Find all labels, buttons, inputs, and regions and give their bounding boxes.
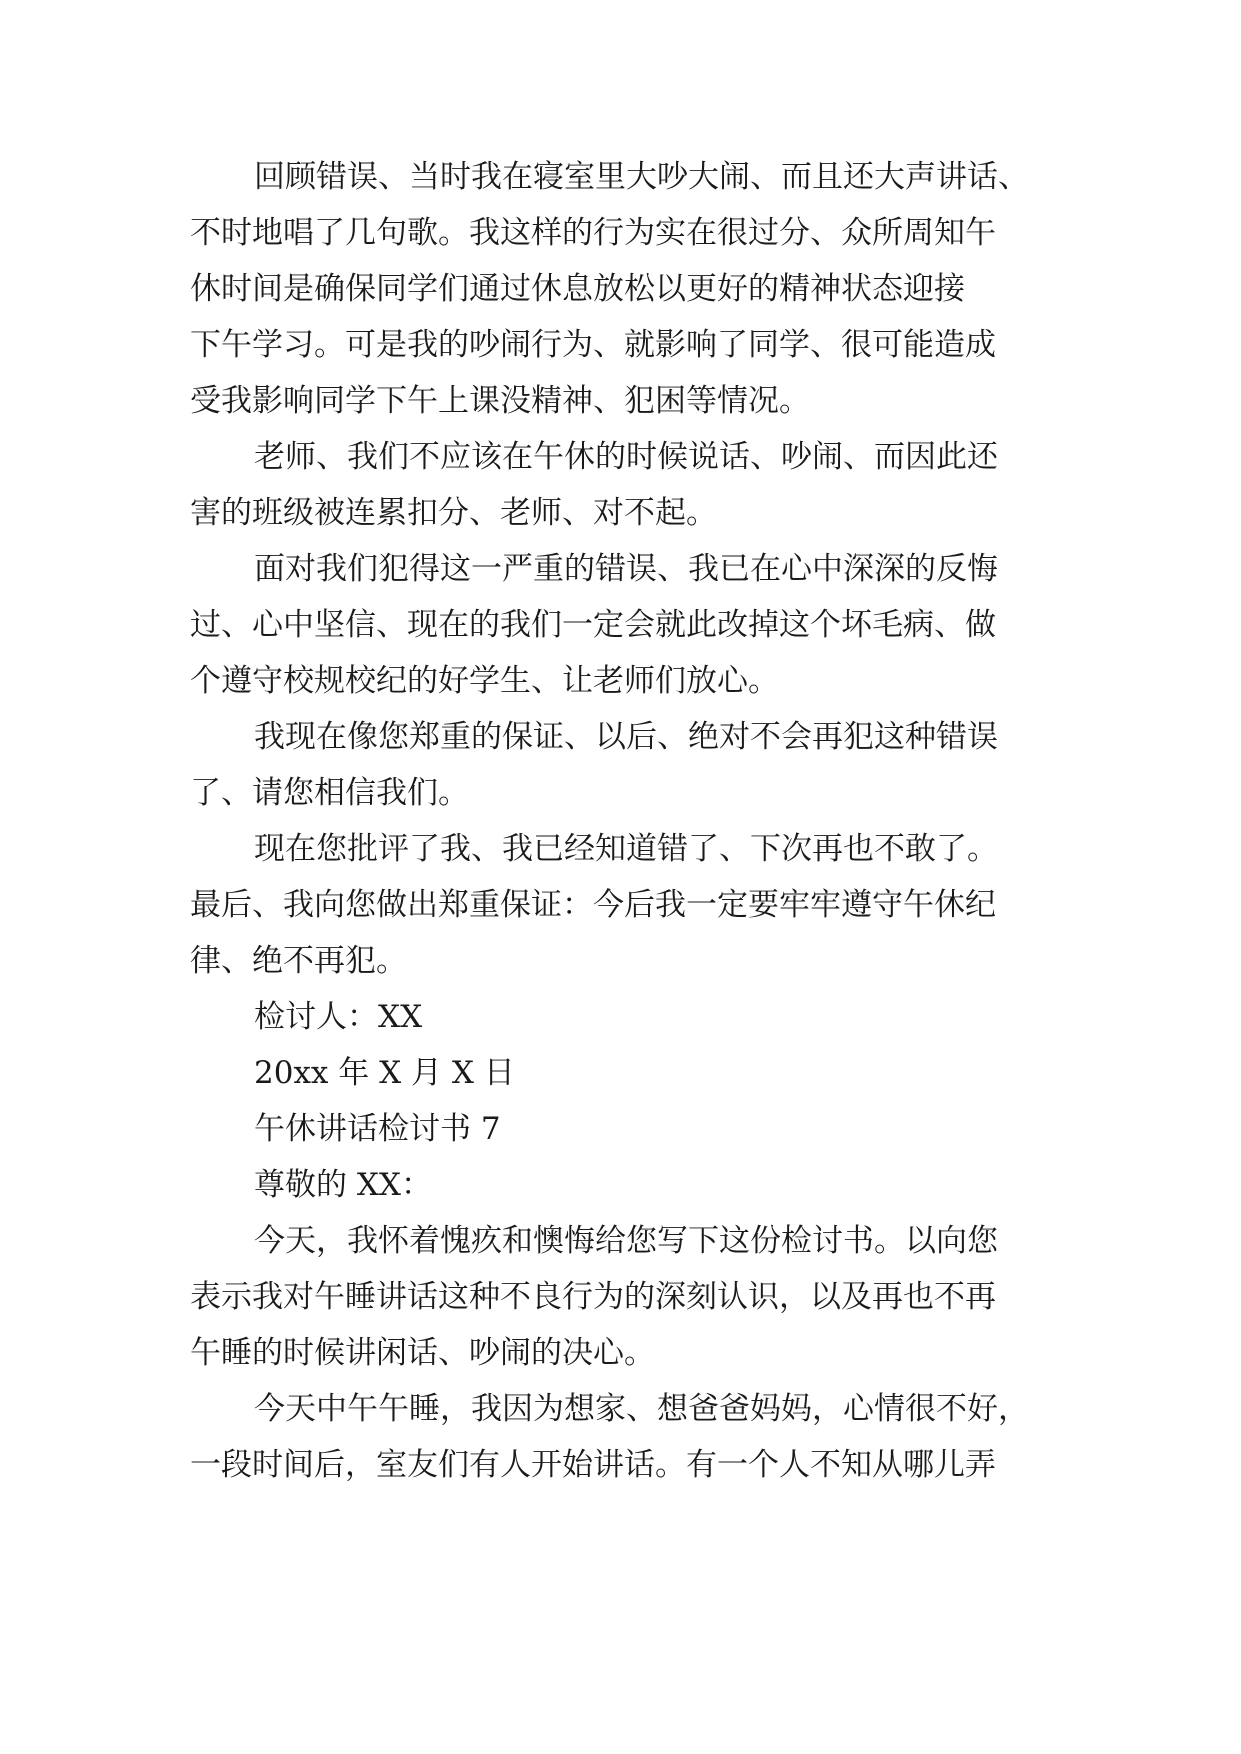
- text-line: 老师、我们不应该在午休的时候说话、吵闹、而因此还: [254, 439, 998, 475]
- text-line: 表示我对午睡讲话这种不良行为的深刻认识，以及再也不再: [190, 1279, 996, 1315]
- signature-line: 检讨人：XX: [254, 999, 423, 1035]
- text-line: 了、请您相信我们。: [190, 775, 469, 811]
- date-line: 20xx 年 X 月 X 日: [254, 1055, 515, 1091]
- text-line: 现在您批评了我、我已经知道错了、下次再也不敢了。: [254, 831, 998, 867]
- salutation: 尊敬的 XX：: [254, 1167, 432, 1203]
- section-title: 午休讲话检讨书 7: [254, 1111, 501, 1147]
- text-line: 过、心中坚信、现在的我们一定会就此改掉这个坏毛病、做: [190, 607, 996, 643]
- text-line: 一段时间后，室友们有人开始讲话。有一个人不知从哪儿弄: [190, 1447, 996, 1483]
- text-line: 休时间是确保同学们通过休息放松以更好的精神状态迎接: [190, 271, 965, 307]
- text-line: 午睡的时候讲闲话、吵闹的决心。: [190, 1335, 655, 1371]
- text-line: 面对我们犯得这一严重的错误、我已在心中深深的反悔: [254, 551, 998, 587]
- text-line: 律、绝不再犯。: [190, 943, 407, 979]
- text-line: 不时地唱了几句歌。我这样的行为实在很过分、众所周知午: [190, 215, 996, 251]
- text-line: 我现在像您郑重的保证、以后、绝对不会再犯这种错误: [254, 719, 998, 755]
- text-line: 下午学习。可是我的吵闹行为、就影响了同学、很可能造成: [190, 327, 996, 363]
- text-line: 受我影响同学下午上课没精神、犯困等情况。: [190, 383, 810, 419]
- text-line: 害的班级被连累扣分、老师、对不起。: [190, 495, 717, 531]
- text-line: 最后、我向您做出郑重保证：今后我一定要牢牢遵守午休纪: [190, 887, 996, 923]
- text-line: 回顾错误、当时我在寝室里大吵大闹、而且还大声讲话、: [254, 159, 1029, 195]
- text-line: 个遵守校规校纪的好学生、让老师们放心。: [190, 663, 779, 699]
- text-line: 今天中午午睡，我因为想家、想爸爸妈妈，心情很不好，: [254, 1391, 1029, 1427]
- text-line: 今天，我怀着愧疚和懊悔给您写下这份检讨书。以向您: [254, 1223, 998, 1259]
